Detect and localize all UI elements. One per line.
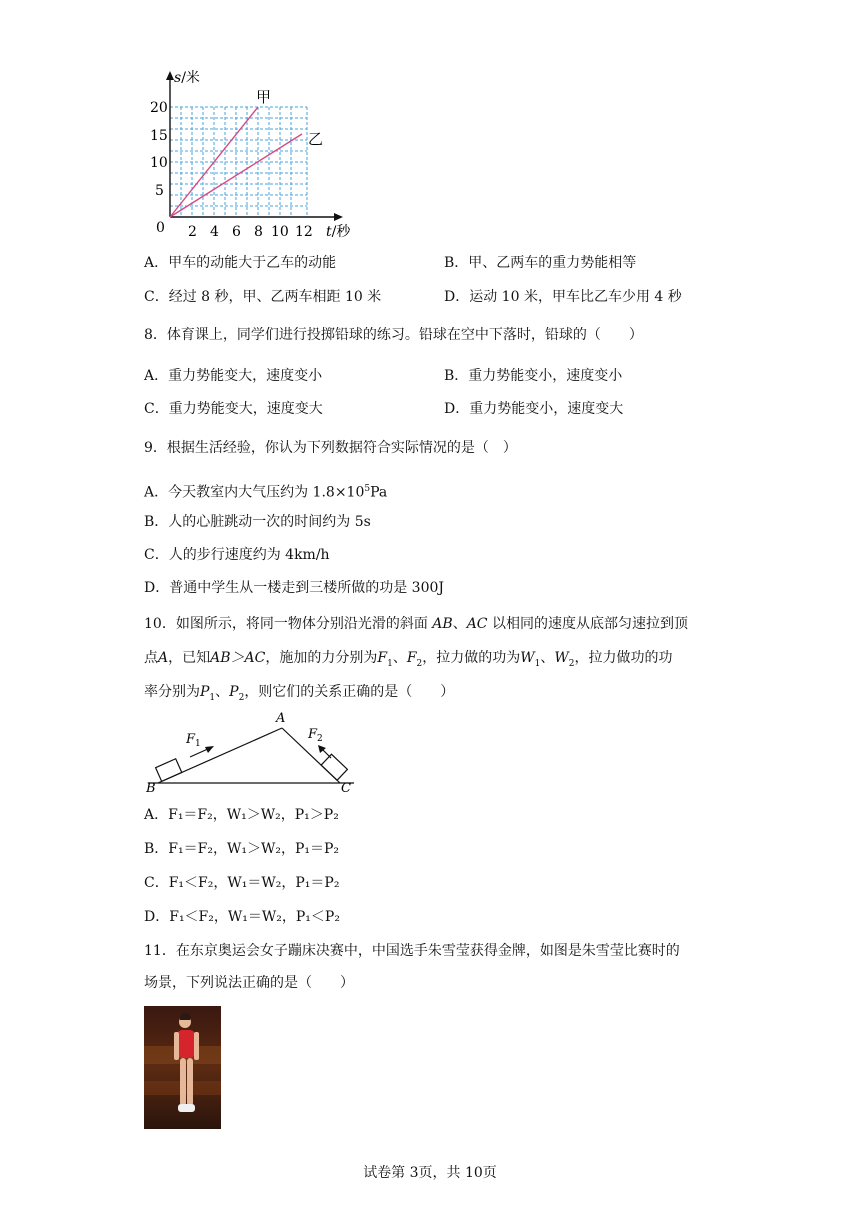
q10-option-a: A．F₁＝F₂，W₁＞W₂，P₁＞P₂ — [144, 807, 339, 823]
q7-option-d: D．运动 10 米，甲车比乙车少用 4 秒 — [444, 289, 682, 305]
y-axis-label: s/米 — [174, 70, 200, 86]
trampoline-photo — [144, 1006, 221, 1129]
q8-option-d: D．重力势能变小，速度变大 — [444, 401, 624, 417]
label-f2: $F_2$ — [308, 727, 323, 744]
q8-option-c: C．重力势能变大，速度变大 — [144, 401, 323, 417]
force-arrows — [190, 745, 331, 758]
q11-stem-line1: 11．在东京奥运会女子蹦床决赛中，中国选手朱雪莹获得金牌，如图是朱雪莹比赛时的 — [144, 943, 680, 959]
x-tick-label: 6 — [232, 224, 241, 240]
label-f1: $F_1$ — [186, 732, 201, 749]
q8-stem: 8．体育课上，同学们进行投掷铅球的练习。铅球在空中下落时，铅球的（ ） — [144, 327, 643, 343]
st-graph — [150, 66, 365, 246]
label-b: B — [146, 781, 156, 794]
q10-stem-line3: 率分别为$P_1$、$P_2$，则它们的关系正确的是（ ） — [144, 684, 455, 703]
q10-option-d: D．F₁＜F₂，W₁＝W₂，P₁＜P₂ — [144, 909, 340, 925]
q10-option-b: B．F₁＝F₂，W₁＞W₂，P₁＝P₂ — [144, 841, 340, 857]
origin-label: 0 — [156, 220, 165, 236]
incline-diagram — [144, 706, 364, 794]
y-tick-label: 15 — [150, 128, 168, 144]
label-a: A — [276, 711, 286, 726]
q10-option-c: C．F₁＜F₂，W₁＝W₂，P₁＝P₂ — [144, 875, 340, 891]
q7-option-b: B．甲、乙两车的重力势能相等 — [444, 255, 637, 271]
q9-option-b: B．人的心脏跳动一次的时间约为 5s — [144, 514, 371, 530]
x-tick-label: 8 — [254, 224, 263, 240]
label-c: C — [341, 781, 351, 794]
x-axis-label: t/秒 — [326, 224, 351, 240]
graph-grid — [170, 107, 307, 217]
q7-option-c: C．经过 8 秒，甲、乙两车相距 10 米 — [144, 289, 382, 305]
x-tick-label: 2 — [188, 224, 197, 240]
x-tick-label: 10 — [271, 224, 289, 240]
y-tick-label: 20 — [150, 100, 168, 116]
x-tick-label: 4 — [210, 224, 219, 240]
q11-stem-line2: 场景，下列说法正确的是（ ） — [144, 975, 354, 991]
line-yi-label: 乙 — [308, 130, 324, 148]
q9-option-a: A．今天教室内大气压约为 $1.8\times 10^5Pa$ — [144, 484, 388, 501]
x-tick-label: 12 — [295, 224, 313, 240]
page-footer: 试卷第 3页，共 10页 — [363, 1165, 497, 1181]
y-tick-label: 10 — [150, 155, 168, 171]
q9-option-d: D．普通中学生从一楼走到三楼所做的功是 300J — [144, 580, 445, 596]
q8-option-a: A．重力势能变大，速度变小 — [144, 368, 323, 384]
q7-option-a: A．甲车的动能大于乙车的动能 — [144, 255, 337, 271]
q9-stem: 9．根据生活经验，你认为下列数据符合实际情况的是（ ） — [144, 440, 517, 456]
q10-stem-line1: 10．如图所示，将同一物体分别沿光滑的斜面 AB、AC 以相同的速度从底部匀速拉到顶 — [144, 616, 688, 632]
y-tick-label: 5 — [155, 183, 164, 199]
q8-option-b: B．重力势能变小，速度变小 — [444, 368, 623, 384]
q10-stem-line2: 点A，已知AB＞AC，施加的力分别为$F_1$、$F_2$，拉力做的功为$W_1$、$W_2$，拉力做功的功 — [144, 650, 673, 669]
q9-option-c: C．人的步行速度约为 4km/h — [144, 547, 330, 563]
line-jia-label: 甲 — [256, 88, 272, 106]
